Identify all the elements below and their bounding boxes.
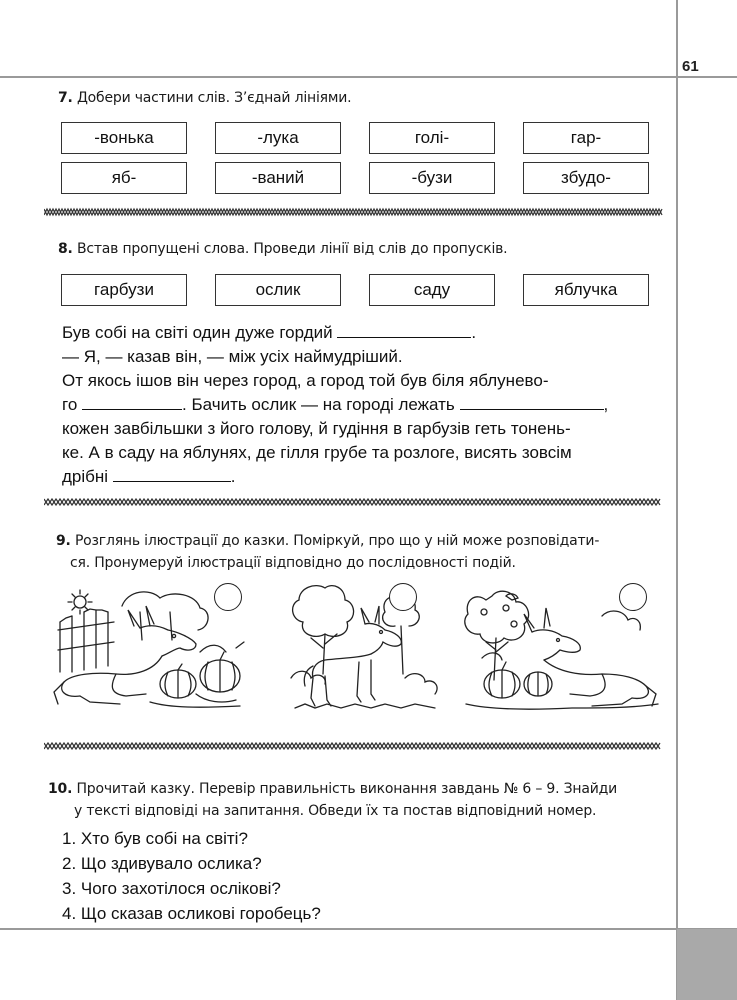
task10-instruction-line1: Прочитай казку. Перевір правильність виконання завдань № 6 – 9. Знайди (76, 781, 617, 797)
blank-field[interactable] (460, 396, 604, 410)
word-part-box[interactable]: -лука (215, 122, 341, 154)
task7-heading (58, 90, 351, 106)
story-fragment: . (230, 467, 236, 486)
story-line (62, 465, 664, 489)
word-part-box[interactable]: -вонька (61, 122, 187, 154)
task8-heading (58, 241, 507, 257)
question-item: 4. Що сказав осликові горобець? (62, 904, 321, 923)
blank-field[interactable] (82, 396, 182, 410)
story-line: — Я, — казав він, — між усіх наймудріший. (62, 347, 403, 366)
word-part-box[interactable]: збудо- (523, 162, 649, 194)
question-item: 2. Що здивувало ослика? (62, 854, 262, 873)
corner-tab (677, 929, 737, 1000)
task9-number: 9. (56, 533, 71, 549)
task10-heading (48, 778, 668, 822)
order-number-circle[interactable] (619, 583, 647, 611)
zigzag-divider (44, 207, 664, 217)
order-number-circle[interactable] (389, 583, 417, 611)
illustration-donkey-standing-tree (285, 578, 445, 724)
task9-instruction-line1: Розглянь ілюстрації до казки. Поміркуй, про що у ній може розповідати- (74, 533, 600, 549)
task10-number: 10. (48, 781, 73, 797)
answer-word-box[interactable]: саду (369, 274, 495, 306)
story-line: го . Бачить ослик — на городі лежать , (62, 395, 609, 414)
answer-word-box[interactable]: яблучка (523, 274, 649, 306)
story-fragment: . Бачить ослик — на городі лежать (182, 395, 455, 414)
zigzag-divider (44, 497, 664, 507)
word-part-box[interactable]: -бузи (369, 162, 495, 194)
answer-word-box[interactable]: ослик (215, 274, 341, 306)
story-line (62, 321, 664, 345)
story-fragment: Був собі на світі один дуже гордий (62, 323, 333, 342)
word-part-box[interactable]: яб- (61, 162, 187, 194)
blank-field[interactable] (113, 468, 231, 482)
word-part-box[interactable]: голі- (369, 122, 495, 154)
answer-word-box[interactable]: гарбузи (61, 274, 187, 306)
story-line: кожен завбільшки з його голову, й гудіння в гарбузів геть тонень- (62, 419, 571, 438)
task10-instruction-line2: у тексті відповіді на запитання. Обведи їх та постав відповідний номер. (74, 803, 597, 819)
story-fragment: дрібні (62, 467, 109, 486)
task9-instruction-line2: ся. Пронумеруй ілюстрації відповідно до послідовності подій. (70, 555, 516, 571)
question-item: 1. Хто був собі на світі? (62, 829, 248, 848)
story-fragment: го (62, 395, 78, 414)
footer-rule (0, 928, 737, 930)
question-list (62, 826, 321, 926)
question-item: 3. Чого захотілося ослікові? (62, 879, 281, 898)
story-text (62, 321, 664, 489)
blank-field[interactable] (337, 324, 471, 338)
story-line: От якось ішов він через город, а город той був біля яблунево- (62, 371, 549, 390)
word-part-box[interactable]: -ваний (215, 162, 341, 194)
story-line: ке. А в саду на яблунях, де гілля грубе та розлоге, висять зовсім (62, 443, 572, 462)
page-number: 61 (682, 58, 699, 75)
word-part-box[interactable]: гар- (523, 122, 649, 154)
task8-instruction: Встав пропущені слова. Проведи лінії від слів до пропусків. (76, 241, 508, 257)
task8-number: 8. (58, 241, 73, 257)
story-fragment: . (471, 323, 477, 342)
task7-instruction: Добери частини слів. З’єднай лініями. (76, 90, 352, 106)
margin-rule (676, 0, 678, 1000)
zigzag-divider (44, 741, 664, 751)
task9-heading (56, 530, 666, 574)
task7-number: 7. (58, 90, 73, 106)
header-rule (0, 76, 737, 78)
order-number-circle[interactable] (214, 583, 242, 611)
